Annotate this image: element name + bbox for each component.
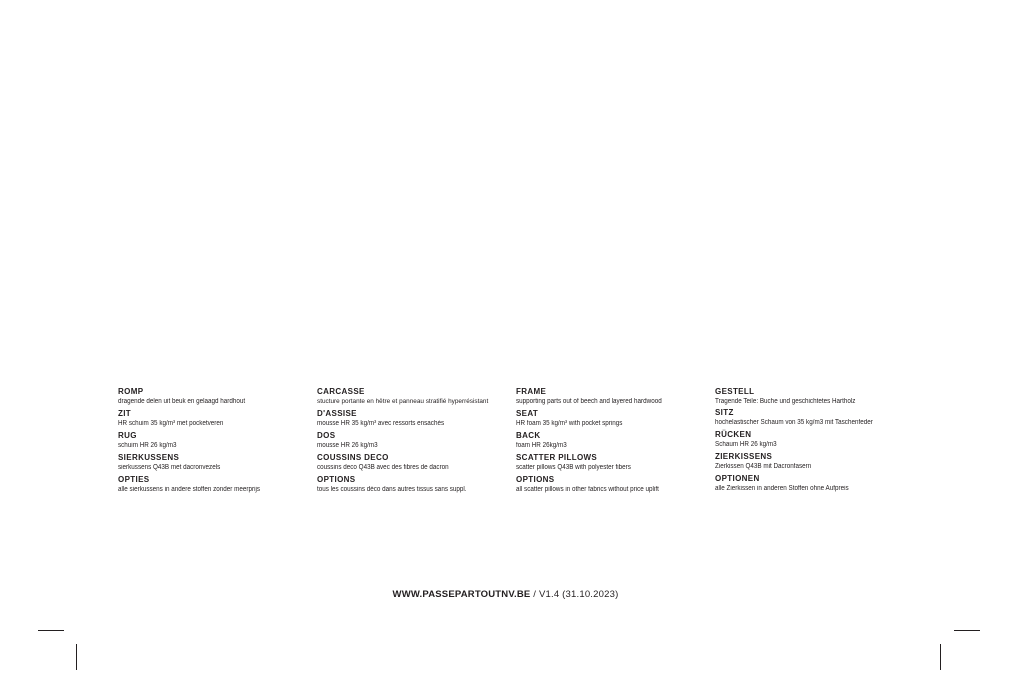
section-title: OPTIONEN: [715, 474, 760, 483]
section-text: HR schuim 35 kg/m³ met pocketveren: [118, 420, 224, 427]
footer: [0, 589, 1011, 600]
section-text: tous les coussins déco dans autres tissus sans suppl.: [317, 486, 467, 493]
spec-columns: [118, 386, 914, 496]
section-title: GESTELL: [715, 387, 755, 396]
section-title: OPTIONS: [317, 475, 356, 484]
section-title: ZIERKISSENS: [715, 452, 773, 461]
crop-mark-bottom-right-horizontal: [954, 630, 980, 631]
section-title: SIERKUSSENS: [118, 453, 180, 462]
section-title: DOS: [317, 431, 336, 440]
section-title: BACK: [516, 431, 541, 440]
section-title: SITZ: [715, 408, 734, 417]
section-title: RUG: [118, 431, 137, 440]
section-text: Schaum HR 26 kg/m3: [715, 441, 777, 448]
section-text: sierkussens Q43B met dacronvezels: [118, 464, 221, 471]
section-title: SEAT: [516, 409, 539, 418]
section-title: SCATTER PILLOWS: [516, 453, 598, 462]
section-title: COUSSINS DECO: [317, 453, 389, 462]
section-text: mousse HR 26 kg/m3: [317, 442, 378, 449]
section-text: stucture portante en hêtre et panneau stratifié hyperrésistant: [317, 398, 489, 405]
crop-mark-bottom-right-vertical: [940, 644, 941, 670]
section-title: OPTIES: [118, 475, 150, 484]
section-title: ROMP: [118, 387, 144, 396]
crop-mark-bottom-left-horizontal: [38, 630, 64, 631]
spec-column-dutch: [118, 386, 317, 496]
section-text: coussins deco Q43B avec des fibres de dacron: [317, 464, 449, 471]
section-text: HR foam 35 kg/m³ with pocket springs: [516, 420, 623, 427]
section-title: FRAME: [516, 387, 547, 396]
section-title: CARCASSE: [317, 387, 365, 396]
section-text: supporting parts out of beech and layered hardwood: [516, 398, 662, 405]
section-text: mousse HR 35 kg/m³ avec ressorts ensachés: [317, 420, 445, 427]
section-text: alle sierkussens in andere stoffen zonder meerprijs: [118, 486, 261, 493]
section-text: foam HR 26kg/m3: [516, 442, 567, 449]
section-text: all scatter pillows in other fabrics without price uplift: [516, 486, 659, 493]
section-text: Zierkissen Q43B mit Dacronfasern: [715, 463, 812, 470]
version-label: / V1.4 (31.10.2023): [530, 589, 619, 600]
spec-column-french: [317, 386, 516, 496]
section-text: hochelastischer Schaum von 35 kg/m3 mit Taschenfeder: [715, 419, 873, 426]
crop-mark-bottom-left-vertical: [76, 644, 77, 670]
section-title: RÜCKEN: [715, 430, 752, 439]
section-text: Tragende Teile: Buche und geschichtetes Hartholz: [715, 398, 856, 405]
section-text: alle Zierkissen in anderen Stoffen ohne Aufpreis: [715, 485, 849, 492]
spec-column-german: [715, 386, 914, 496]
section-title: D'ASSISE: [317, 409, 357, 418]
section-title: OPTIONS: [516, 475, 555, 484]
spec-column-english: [516, 386, 715, 496]
section-title: ZIT: [118, 409, 132, 418]
section-text: schuim HR 26 kg/m3: [118, 442, 177, 449]
website-link[interactable]: WWW.PASSEPARTOUTNV.BE: [392, 589, 531, 600]
section-text: scatter pillows Q43B with polyester fibers: [516, 464, 631, 471]
section-text: dragende delen uit beuk en gelaagd hardhout: [118, 398, 246, 405]
